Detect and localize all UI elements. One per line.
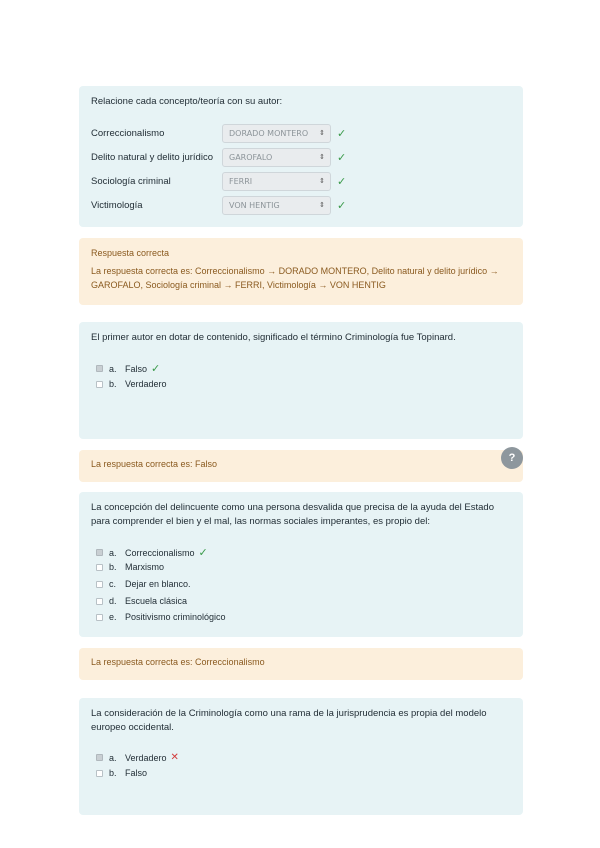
answer-option[interactable]: d. Escuela clásica bbox=[96, 596, 187, 606]
answer-option[interactable]: e. Positivismo criminológico bbox=[96, 612, 226, 622]
answer-option[interactable]: a. Falso ✓ bbox=[96, 362, 160, 375]
answer-option[interactable]: b. Marxismo bbox=[96, 562, 164, 572]
help-button[interactable]: ? bbox=[501, 447, 523, 469]
correct-check-icon: ✓ bbox=[337, 200, 347, 212]
answer-select[interactable]: GAROFALO ⇕ bbox=[222, 148, 331, 167]
question-4-card bbox=[79, 698, 523, 815]
correct-check-icon: ✓ bbox=[337, 176, 347, 188]
question-2-prompt: El primer autor en dotar de contenido, significado el término Criminología fue Topinard. bbox=[91, 332, 456, 343]
feedback-title: Respuesta correcta bbox=[91, 248, 170, 258]
checkbox[interactable] bbox=[96, 581, 103, 588]
feedback-text: La respuesta correcta es: Correccionalismo → DORADO MONTERO, Delito natural y delito jurídico → GAROFALO, Sociología criminal → FERRI, Victimología → VON HENTIG bbox=[91, 266, 499, 290]
match-label: Delito natural y delito jurídico bbox=[91, 152, 213, 163]
checkbox[interactable] bbox=[96, 614, 103, 621]
question-4-prompt: La consideración de la Criminología como una rama de la jurisprudencia es propia del modelo europeo occidental. bbox=[91, 708, 487, 733]
correct-check-icon: ✓ bbox=[337, 128, 347, 140]
option-text: Falso bbox=[125, 768, 148, 778]
answer-option[interactable]: a. Correccionalismo ✓ bbox=[96, 546, 208, 559]
option-text: Verdadero bbox=[125, 752, 167, 763]
correct-check-icon: ✓ bbox=[151, 363, 161, 375]
checkbox[interactable] bbox=[96, 598, 103, 605]
question-3-card bbox=[79, 492, 523, 637]
question-1-prompt: Relacione cada concepto/teoría con su autor: bbox=[91, 96, 283, 107]
answer-select[interactable]: VON HENTIG ⇕ bbox=[222, 196, 331, 215]
question-1-feedback bbox=[79, 238, 523, 305]
correct-check-icon: ✓ bbox=[198, 547, 208, 559]
checkbox[interactable] bbox=[96, 770, 103, 777]
option-text: Escuela clásica bbox=[125, 596, 188, 606]
checkbox[interactable] bbox=[96, 754, 103, 761]
match-row bbox=[91, 148, 511, 167]
question-2-card bbox=[79, 322, 523, 439]
answer-select[interactable]: DORADO MONTERO ⇕ bbox=[222, 124, 331, 143]
option-text: Positivismo criminológico bbox=[125, 612, 226, 622]
chevron-updown-icon: ⇕ bbox=[319, 177, 325, 185]
match-label: Victimología bbox=[91, 200, 143, 211]
option-text: Marxismo bbox=[125, 562, 165, 572]
incorrect-cross-icon: ✕ bbox=[170, 752, 179, 763]
correct-check-icon: ✓ bbox=[337, 152, 347, 164]
question-1-card bbox=[79, 86, 523, 227]
match-row bbox=[91, 172, 511, 191]
answer-select[interactable]: FERRI ⇕ bbox=[222, 172, 331, 191]
question-3-feedback bbox=[79, 648, 523, 680]
answer-option[interactable]: a. Verdadero ✕ bbox=[96, 752, 179, 763]
option-text: Verdadero bbox=[125, 379, 167, 389]
match-label: Correccionalismo bbox=[91, 128, 165, 139]
answer-option[interactable]: c. Dejar en blanco. bbox=[96, 579, 191, 589]
answer-option[interactable]: b. Verdadero bbox=[96, 379, 167, 389]
feedback-text: La respuesta correcta es: Correccionalismo bbox=[91, 657, 265, 667]
feedback-text: La respuesta correcta es: Falso bbox=[91, 459, 218, 469]
question-2-feedback bbox=[79, 450, 523, 482]
answer-option[interactable]: b. Falso bbox=[96, 768, 147, 778]
checkbox[interactable] bbox=[96, 549, 103, 556]
question-3-prompt: La concepción del delincuente como una persona desvalida que precisa de la ayuda del Estado para comprender el bien y el mal, las normas sociales imperantes, es propio del: bbox=[91, 502, 494, 527]
option-text: Dejar en blanco. bbox=[125, 579, 191, 589]
checkbox[interactable] bbox=[96, 365, 103, 372]
chevron-updown-icon: ⇕ bbox=[319, 129, 325, 137]
checkbox[interactable] bbox=[96, 564, 103, 571]
match-label: Sociología criminal bbox=[91, 176, 171, 187]
chevron-updown-icon: ⇕ bbox=[319, 153, 325, 161]
option-text: Falso bbox=[125, 363, 148, 374]
option-text: Correccionalismo bbox=[125, 547, 195, 558]
match-row bbox=[91, 124, 511, 143]
match-row bbox=[91, 196, 511, 215]
checkbox[interactable] bbox=[96, 381, 103, 388]
chevron-updown-icon: ⇕ bbox=[319, 201, 325, 209]
